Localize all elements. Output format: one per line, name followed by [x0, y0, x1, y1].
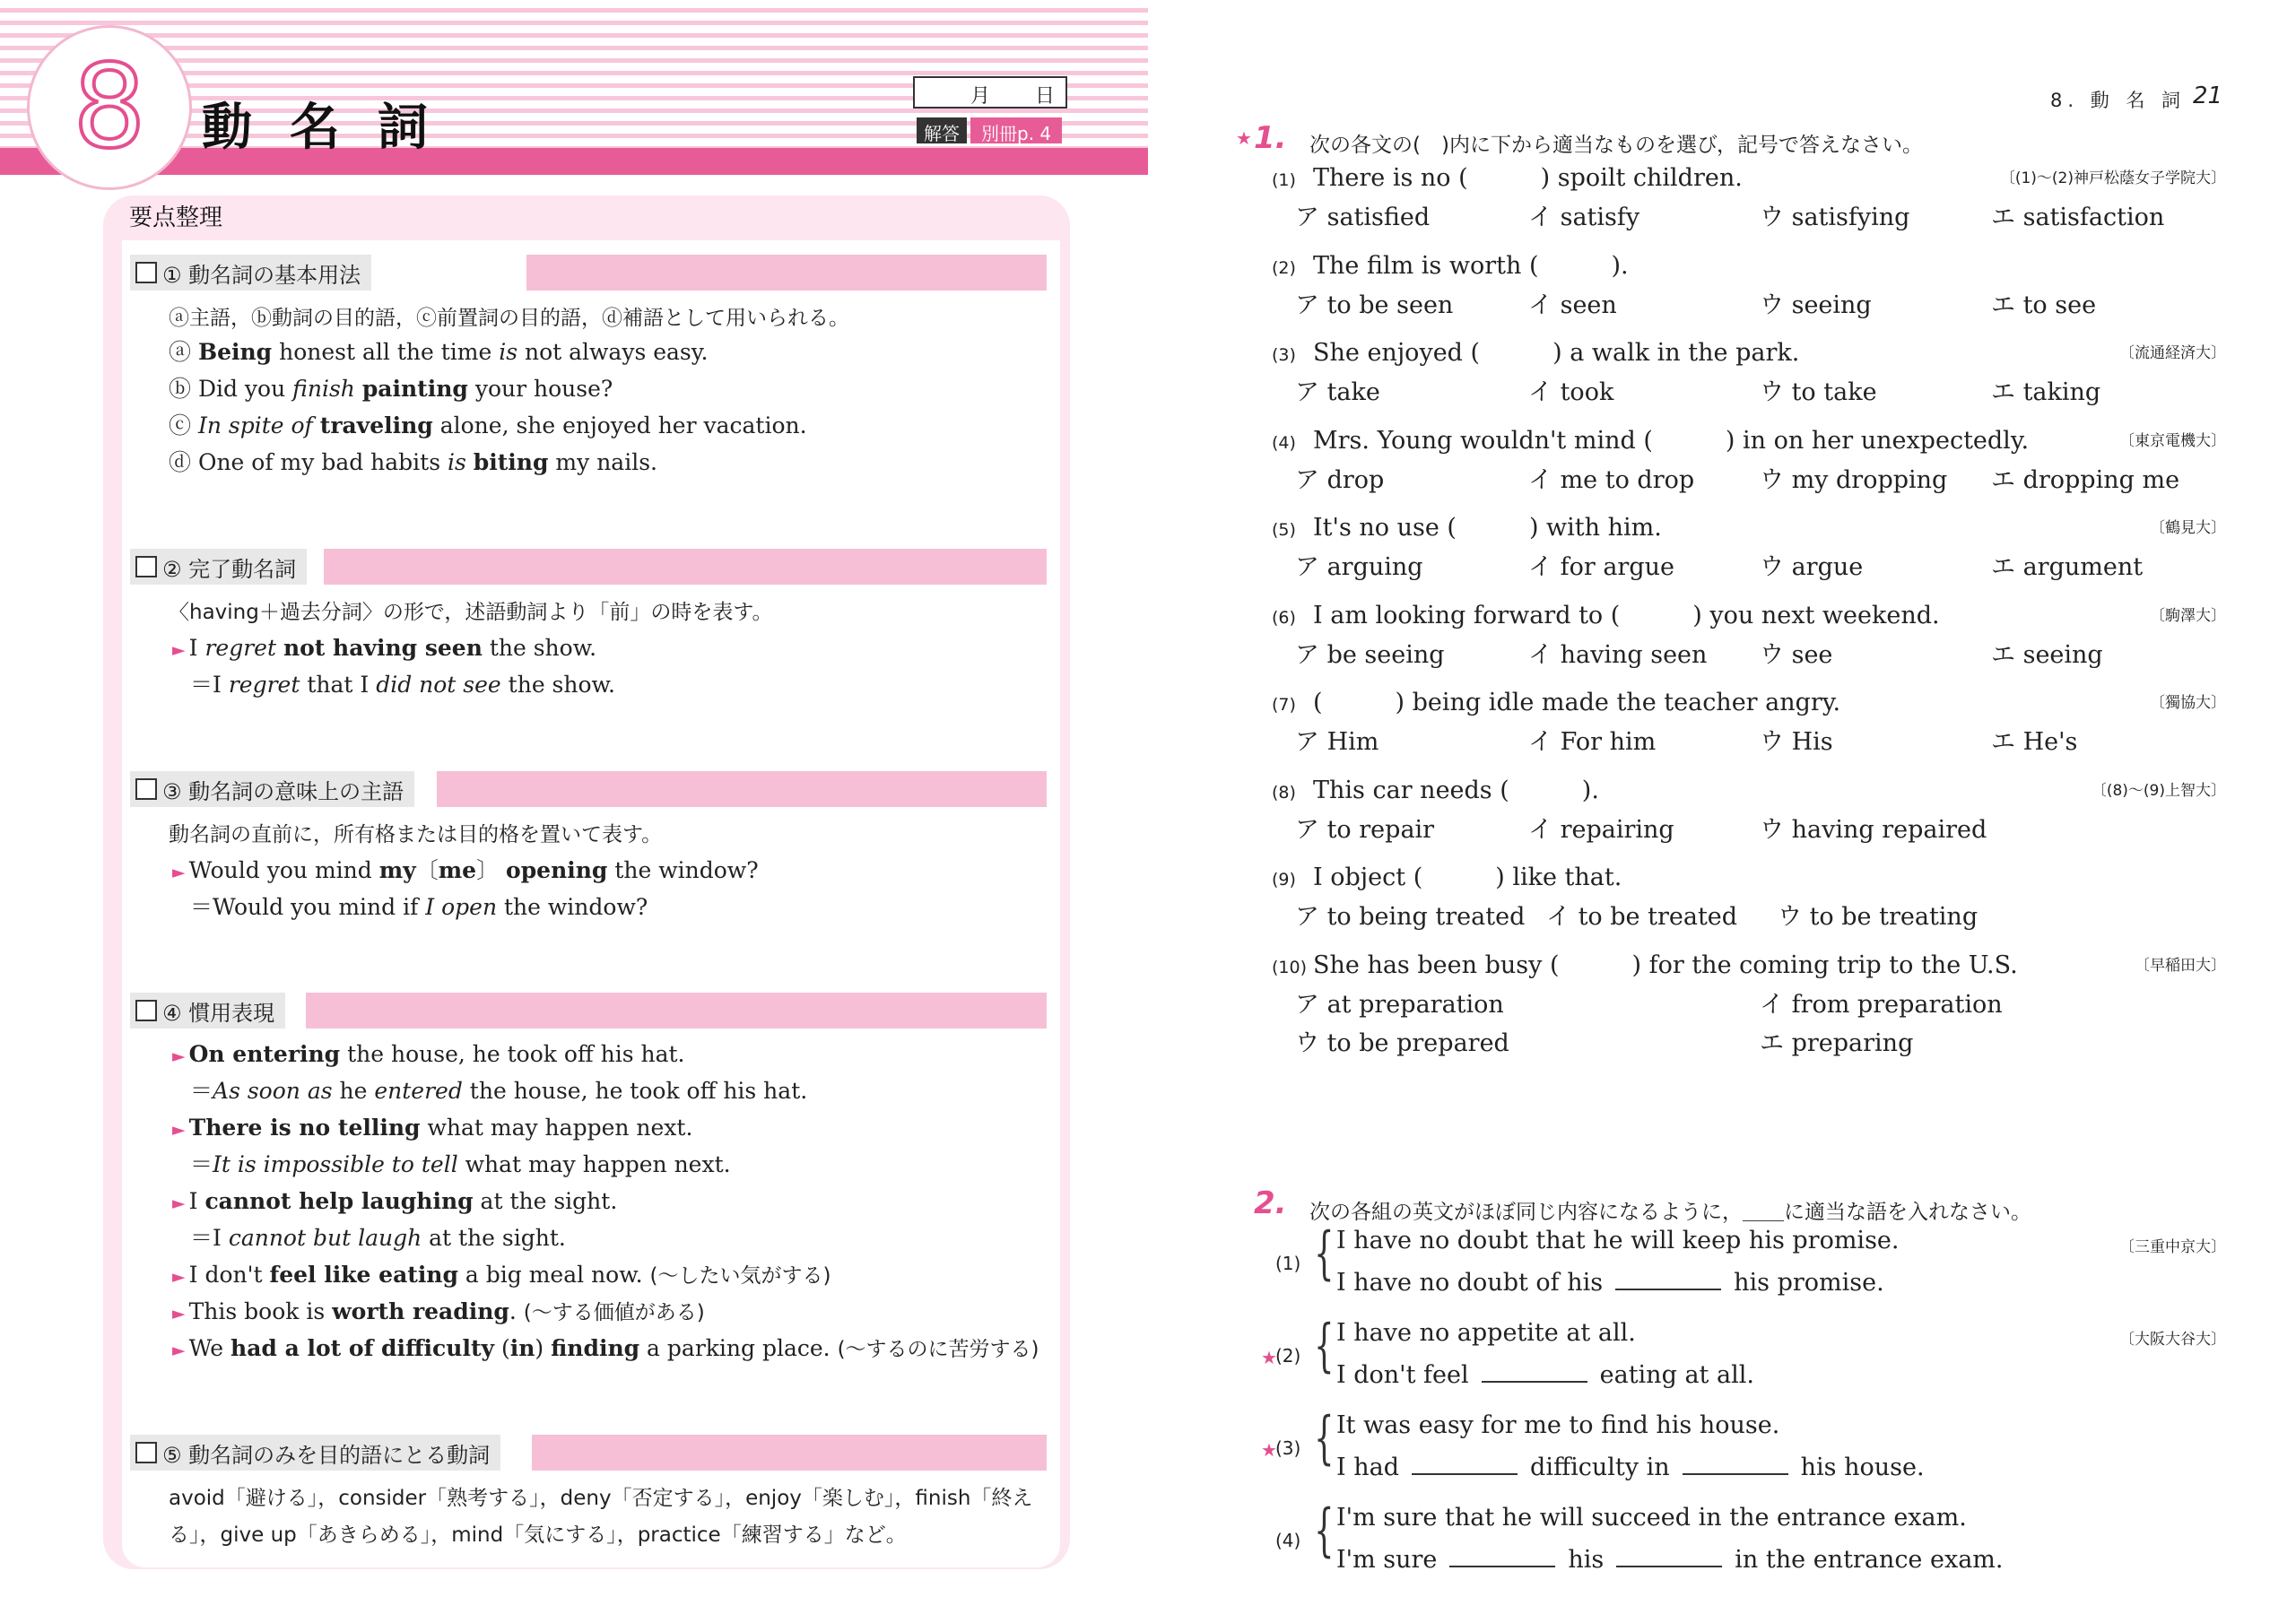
item-source: 〔鶴見大〕 — [2150, 519, 2226, 537]
answer-choice[interactable]: ウ to take — [1760, 378, 1877, 406]
question-item — [1272, 246, 1629, 281]
answer-choice[interactable]: エ argument — [1991, 553, 2144, 581]
question-item — [1272, 857, 1622, 892]
item-text: She has been busy ( ) for the coming trip to the U.S. — [1313, 951, 2018, 979]
question-item — [1272, 333, 1799, 368]
example-line: ＝Would you mind if I open the window? — [190, 894, 648, 920]
brace: { — [1314, 1405, 1335, 1471]
answer-choice[interactable]: エ seeing — [1991, 641, 2103, 669]
sentence-fragment: I'm sure — [1336, 1546, 1438, 1574]
answer-blank[interactable] — [1412, 1450, 1518, 1475]
answer-choice[interactable]: エ taking — [1991, 378, 2101, 406]
example-line: ► I don't feel like eating a big meal now. (〜したい気がする) — [172, 1262, 831, 1288]
item-source: 〔流通経済大〕 — [2119, 344, 2226, 362]
sentence-a: It was easy for me to find his house. — [1336, 1411, 1780, 1439]
summary-title: 要点整理 — [129, 204, 223, 231]
item-text: She enjoyed ( ) a walk in the park. — [1313, 339, 1800, 367]
section-text: 〈having＋過去分詞〉の形で，述語動詞より「前」の時を表す。 — [169, 601, 773, 624]
item-source: 〔東京電機大〕 — [2119, 432, 2226, 450]
page-number: 21 — [2193, 82, 2223, 109]
star-mark: ★ — [1261, 1439, 1277, 1461]
sentence-fragment: I had — [1336, 1454, 1400, 1481]
section-label: ④ 慣用表現 — [162, 1000, 275, 1026]
question-item — [1272, 508, 1662, 542]
item-number: (9) — [1272, 870, 1296, 890]
answer-choice[interactable]: ア take — [1295, 378, 1380, 406]
example-line: ► This book is worth reading. (〜する価値がある) — [172, 1298, 705, 1324]
answer-choice[interactable]: イ seen — [1528, 291, 1617, 319]
answer-choice[interactable]: イ satisfy — [1528, 204, 1640, 231]
answer-choice[interactable]: ア Him — [1295, 728, 1379, 756]
answer-choice[interactable]: ウ my dropping — [1760, 466, 1948, 494]
answer-choice[interactable]: エ preparing — [1760, 1029, 1914, 1057]
star-mark: ★ — [1261, 1347, 1277, 1368]
example-line: ► We had a lot of difficulty (in) finding a parking place. (〜するのに苦労する) — [172, 1335, 1039, 1361]
item-source: 〔(8)〜(9)上智大〕 — [2091, 782, 2226, 800]
question-number: 2. — [1254, 1185, 1287, 1221]
answer-choice[interactable]: ウ see — [1760, 641, 1833, 669]
answer-choice[interactable]: ウ His — [1760, 728, 1833, 756]
answer-choice[interactable]: ア to be seen — [1295, 291, 1454, 319]
sentence-b — [1336, 1265, 1884, 1297]
item-source: 〔駒澤大〕 — [2150, 607, 2226, 625]
item-number: (10) — [1272, 958, 1308, 977]
item-text: It's no use ( ) with him. — [1313, 514, 1662, 542]
answer-choice[interactable]: ア satisfied — [1295, 204, 1431, 231]
star-mark: ★ — [1236, 127, 1252, 149]
section-heading — [130, 255, 1047, 291]
answer-choice[interactable]: ア drop — [1295, 466, 1385, 494]
chapter-badge — [27, 25, 192, 190]
answer-choice[interactable]: ウ satisfying — [1760, 204, 1910, 231]
question-number: 1. — [1254, 120, 1287, 156]
answer-choice[interactable]: イ having seen — [1528, 641, 1708, 669]
brace: { — [1314, 1220, 1335, 1287]
example-line: ► I regret not having seen the show. — [172, 635, 597, 661]
checkbox[interactable] — [135, 1442, 157, 1463]
answer-reference — [917, 117, 1062, 143]
item-number: (3) — [1275, 1437, 1301, 1459]
answer-choice[interactable]: イ for argue — [1528, 553, 1674, 581]
section-heading — [130, 993, 1047, 1028]
question-item — [1272, 770, 1599, 805]
item-source: 〔(1)〜(2)神戸松蔭女子学院大〕 — [1999, 169, 2226, 187]
answer-choice[interactable]: ア at preparation — [1295, 991, 1504, 1019]
answer-choice[interactable]: ウ having repaired — [1760, 816, 1987, 844]
example-line: ⓐ Being honest all the time is not always easy. — [169, 339, 709, 365]
item-number: (4) — [1272, 433, 1296, 453]
date-box — [913, 76, 1067, 108]
section-heading — [130, 1435, 1047, 1471]
example-line: ⓒ In spite of traveling alone, she enjoyed her vacation. — [169, 412, 807, 438]
answer-page: 別冊p. 4 — [970, 117, 1062, 143]
answer-choice[interactable]: イ me to drop — [1528, 466, 1695, 494]
date-day: 日 — [1035, 85, 1056, 108]
sentence-fragment: I don't feel — [1336, 1361, 1469, 1389]
section-heading — [130, 771, 1047, 807]
sentence-fragment: difficulty in — [1530, 1454, 1670, 1481]
question-item — [1272, 945, 2018, 980]
question-item — [1272, 682, 1840, 717]
example-line: ⓑ Did you finish painting your house? — [169, 376, 613, 402]
answer-choice[interactable]: ア arguing — [1295, 553, 1423, 581]
sentence-fragment: eating at all. — [1599, 1361, 1754, 1389]
question-item — [1272, 421, 2029, 456]
item-source: 〔大阪大谷大〕 — [2119, 1331, 2226, 1349]
item-text: I am looking forward to ( ) you next weekend. — [1313, 602, 1940, 629]
date-month: 月 — [970, 85, 991, 108]
brace: { — [1314, 1313, 1335, 1379]
sentence-fragment: his house. — [1800, 1454, 1925, 1481]
item-number: (4) — [1275, 1530, 1301, 1551]
item-number: (5) — [1272, 520, 1296, 540]
section-label: ⑤ 動名詞のみを目的語にとる動詞 — [162, 1442, 491, 1468]
example-line: ＝It is impossible to tell what may happen next. — [190, 1151, 731, 1177]
item-number: (1) — [1272, 170, 1296, 190]
section-heading — [130, 549, 1047, 585]
sentence-fragment: in the entrance exam. — [1735, 1546, 2004, 1574]
sentence-a: I'm sure that he will succeed in the entrance exam. — [1336, 1504, 1967, 1532]
answer-choice[interactable]: イ to be treated — [1546, 903, 1738, 931]
section-label: ③ 動名詞の意味上の主語 — [162, 778, 404, 804]
answer-choice[interactable]: ウ argue — [1760, 553, 1864, 581]
answer-choice[interactable]: ウ seeing — [1760, 291, 1872, 319]
answer-choice[interactable]: イ took — [1528, 378, 1614, 406]
section-text: る」，give up「あきらめる」，mind「気にする」，practice「練習する」など。 — [169, 1523, 907, 1547]
answer-choice[interactable]: イ For him — [1528, 728, 1657, 756]
section-text: avoid「避ける」，consider「熟考する」，deny「否定する」，enjoy「楽しむ」，finish「終え — [169, 1487, 1033, 1510]
item-source: 〔三重中京大〕 — [2119, 1238, 2226, 1256]
section-label: ① 動名詞の基本用法 — [162, 262, 361, 288]
answer-blank[interactable] — [1615, 1265, 1721, 1290]
answer-choice[interactable]: エ to see — [1991, 291, 2097, 319]
item-number: (3) — [1272, 345, 1296, 365]
sentence-a: I have no doubt that he will keep his promise. — [1336, 1227, 1900, 1254]
brace: { — [1314, 1497, 1335, 1564]
sentence-fragment: I have no doubt of his — [1336, 1269, 1604, 1297]
item-source: 〔早稲田大〕 — [2135, 957, 2226, 975]
example-line: ► I cannot help laughing at the sight. — [172, 1188, 618, 1214]
answer-choice[interactable]: ア to being treated — [1295, 903, 1526, 931]
running-head: 8. 動 名 詞 — [2050, 90, 2187, 111]
answer-blank[interactable] — [1482, 1358, 1587, 1383]
item-text: ( ) being idle made the teacher angry. — [1313, 689, 1841, 716]
answer-choice[interactable]: ウ to be treating — [1778, 903, 1979, 931]
question-instruction: 次の各組の英文がほぼ同じ内容になるように，＿＿に適当な語を入れなさい。 — [1309, 1201, 2031, 1224]
checkbox[interactable] — [135, 556, 157, 577]
chapter-title: 動名詞 — [202, 99, 465, 157]
sentence-b — [1336, 1450, 1925, 1481]
item-number: (6) — [1272, 608, 1296, 628]
checkbox[interactable] — [135, 262, 157, 283]
item-number: (8) — [1272, 783, 1296, 803]
item-number: (1) — [1275, 1253, 1301, 1274]
section-text: ⓐ主語，ⓑ動詞の目的語，ⓒ前置詞の目的語，ⓓ補語として用いられる。 — [169, 307, 849, 330]
answer-choice[interactable]: エ dropping me — [1991, 466, 2180, 494]
item-text: This car needs ( ). — [1313, 777, 1599, 804]
sentence-a: I have no appetite at all. — [1336, 1319, 1636, 1347]
sentence-fragment: his — [1568, 1546, 1605, 1574]
item-text: I object ( ) like that. — [1313, 864, 1622, 891]
answer-choice[interactable]: ア be seeing — [1295, 641, 1445, 669]
item-number: (2) — [1272, 258, 1296, 278]
section-label: ② 完了動名詞 — [162, 556, 297, 582]
example-line: ► On entering the house, he took off his hat. — [172, 1041, 685, 1067]
answer-choice[interactable]: ア to repair — [1295, 816, 1435, 844]
question-item — [1272, 158, 1743, 193]
answer-blank[interactable] — [1616, 1542, 1722, 1567]
example-line: ► There is no telling what may happen next. — [172, 1115, 693, 1141]
example-line: ＝I cannot but laugh at the sight. — [190, 1225, 566, 1251]
sentence-b — [1336, 1358, 1754, 1389]
answer-blank[interactable] — [1449, 1542, 1555, 1567]
checkbox[interactable] — [135, 778, 157, 800]
example-line: ＝I regret that I did not see the show. — [190, 672, 615, 698]
item-number: (2) — [1275, 1345, 1301, 1367]
question-item — [1272, 595, 1940, 630]
answer-choice[interactable]: エ satisfaction — [1991, 204, 2165, 231]
chapter-number: 8 — [73, 40, 146, 174]
example-line: ► Would you mind my〔me〕 opening the window? — [172, 857, 759, 883]
answer-choice[interactable]: イ from preparation — [1760, 991, 2003, 1019]
answer-blank[interactable] — [1683, 1450, 1788, 1475]
section-text: 動名詞の直前に，所有格または目的格を置いて表す。 — [169, 823, 663, 846]
answer-choice[interactable]: イ repairing — [1528, 816, 1674, 844]
checkbox[interactable] — [135, 1000, 157, 1021]
item-text: There is no ( ) spoilt children. — [1313, 164, 1743, 192]
answer-choice[interactable]: エ He's — [1991, 728, 2078, 756]
question-instruction: 次の各文の( )内に下から適当なものを選び，記号で答えなさい。 — [1309, 134, 1924, 157]
example-line: ⓓ One of my bad habits is biting my nails. — [169, 449, 657, 475]
sentence-fragment: his promise. — [1734, 1269, 1884, 1297]
answer-label: 解答 — [917, 117, 967, 143]
item-text: The film is worth ( ). — [1313, 252, 1629, 280]
sentence-b — [1336, 1542, 2004, 1574]
item-number: (7) — [1272, 695, 1296, 715]
item-source: 〔獨協大〕 — [2150, 694, 2226, 712]
item-text: Mrs. Young wouldn't mind ( ) in on her unexpectedly. — [1313, 427, 2030, 455]
answer-choice[interactable]: ウ to be prepared — [1295, 1029, 1509, 1057]
example-line: ＝As soon as he entered the house, he took off his hat. — [190, 1078, 808, 1104]
